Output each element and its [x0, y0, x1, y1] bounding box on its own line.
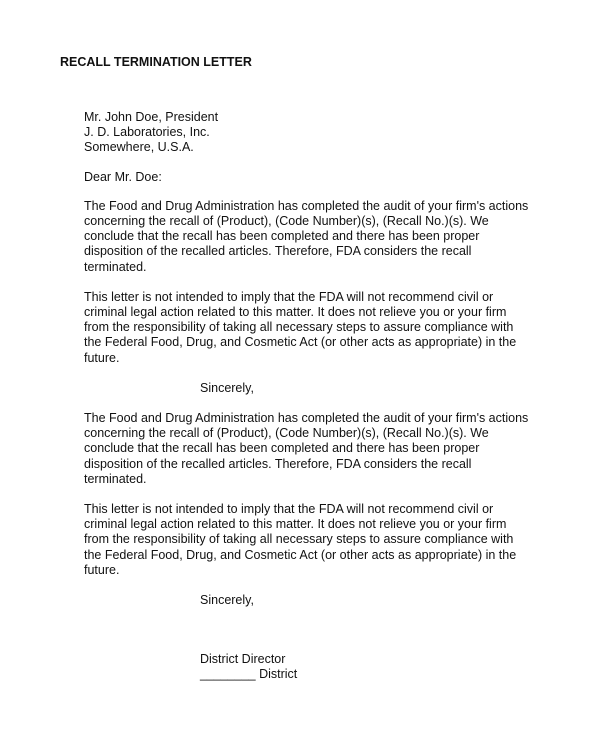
- paragraph-line: disposition of the recalled articles. Therefore, FDA considers the recall: [84, 456, 472, 471]
- paragraph-line: criminal legal action related to this matter. It does not relieve you or your firm: [84, 305, 507, 320]
- paragraph-line: This letter is not intended to imply that the FDA will not recommend civil or: [84, 502, 494, 517]
- paragraph-line: the Federal Food, Drug, and Cosmetic Act (or other acts as appropriate) in the: [84, 547, 517, 562]
- signature-block: [84, 652, 554, 682]
- signer-title: District Director: [200, 652, 286, 667]
- address-line: Mr. John Doe, President: [84, 110, 219, 124]
- paragraph-line: criminal legal action related to this matter. It does not relieve you or your firm: [84, 517, 507, 532]
- salutation: Dear Mr. Doe:: [84, 169, 162, 184]
- paragraph-line: The Food and Drug Administration has completed the audit of your firm's actions: [84, 411, 529, 426]
- paragraph-line: future.: [84, 350, 120, 365]
- paragraph-line: from the responsibility of taking all necessary steps to assure compliance with: [84, 532, 514, 547]
- paragraph-line: concerning the recall of (Product), (Code Number)(s), (Recall No.)(s). We: [84, 426, 489, 441]
- paragraph-line: conclude that the recall has been completed and there has been proper: [84, 441, 480, 456]
- paragraph-line: the Federal Food, Drug, and Cosmetic Act (or other acts as appropriate) in the: [84, 335, 517, 350]
- paragraph-line: concerning the recall of (Product), (Code Number)(s), (Recall No.)(s). We: [84, 214, 489, 229]
- paragraph-line: disposition of the recalled articles. Therefore, FDA considers the recall: [84, 244, 472, 259]
- paragraph-1: [84, 199, 554, 275]
- letter-body: [84, 110, 554, 683]
- recipient-address: [84, 110, 554, 156]
- paragraph-line: terminated.: [84, 259, 147, 274]
- paragraph-line: The Food and Drug Administration has completed the audit of your firm's actions: [84, 198, 529, 213]
- paragraph-2: [84, 290, 554, 366]
- paragraph-3: [84, 411, 554, 487]
- paragraph-line: This letter is not intended to imply that the FDA will not recommend civil or: [84, 289, 494, 304]
- signer-district: ________ District: [200, 667, 298, 682]
- paragraph-line: future.: [84, 562, 120, 577]
- document-title: RECALL TERMINATION LETTER: [60, 55, 252, 69]
- paragraph-line: conclude that the recall has been completed and there has been proper: [84, 229, 480, 244]
- closing-sincerely: Sincerely,: [200, 593, 254, 608]
- address-line: J. D. Laboratories, Inc.: [84, 125, 210, 140]
- paragraph-4: [84, 502, 554, 578]
- paragraph-line: from the responsibility of taking all necessary steps to assure compliance with: [84, 320, 514, 335]
- address-line: Somewhere, U.S.A.: [84, 140, 194, 155]
- closing-sincerely: Sincerely,: [200, 380, 254, 395]
- paragraph-line: terminated.: [84, 471, 147, 486]
